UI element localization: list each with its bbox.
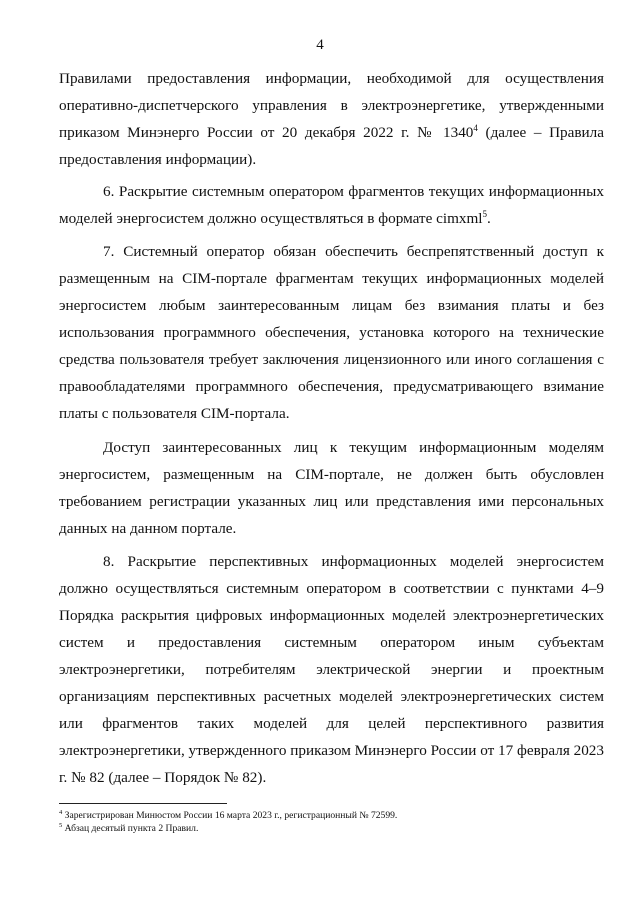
paragraph-text: . bbox=[487, 209, 491, 227]
footnote-text: Зарегистрирован Минюстом России 16 марта 2023 г., регистрационный № 72599. bbox=[62, 810, 398, 821]
footnotes bbox=[59, 809, 604, 835]
footnote-mark: 5 bbox=[59, 821, 63, 829]
paragraph-6 bbox=[59, 179, 604, 233]
footnote-ref-5: 5 bbox=[482, 208, 488, 219]
footnote-4 bbox=[59, 809, 604, 822]
paragraph-continuation bbox=[59, 66, 604, 174]
paragraph-text: Правилами предоставления информации, необходимой для осуществления оперативно-диспетчерского управления в электроэнергетике, утвержденными приказом Минэнерго России от 20 декабря 2022 г. № 1340 bbox=[59, 70, 604, 141]
paragraph-text: 6. Раскрытие системным оператором фрагментов текущих информационных моделей энергосистем должно осуществляться в формате cimxml bbox=[59, 182, 604, 227]
page-number: 4 bbox=[316, 37, 324, 53]
footnote-ref-4: 4 bbox=[473, 122, 478, 133]
paragraph-7: 7. Системный оператор обязан обеспечить беспрепятственный доступ к размещенным на CIM-портале фрагментам текущих информационных моделей энергосистем любым заинтересованным лицам без взимания платы и без использования программного обеспечения, установка которого на технические средства пользователя требует заключения лицензионного или иного соглашения с правообладателями программного обеспечения, предусматривающего взимание платы с пользователя CIM-портала. bbox=[59, 243, 604, 422]
document-body bbox=[59, 66, 604, 792]
paragraph-text: (далее – Правила предоставления информации). bbox=[59, 123, 604, 168]
footnote-text: Абзац десятый пункта 2 Правил. bbox=[62, 823, 199, 834]
paragraph-7-access: Доступ заинтересованных лиц к текущим информационным моделям энергосистем, размещенным на CIM-портале, не должен быть обусловлен требованием регистрации указанных лиц или представления ими персональных данных на данном портале. bbox=[59, 438, 604, 537]
footnote-mark: 4 bbox=[59, 808, 63, 816]
footnote-5 bbox=[59, 822, 604, 835]
footnote-separator bbox=[59, 803, 227, 804]
paragraph-8: 8. Раскрытие перспективных информационных моделей энергосистем должно осуществляться системным оператором в соответствии с пунктами 4–9 Порядка раскрытия цифровых информационных моделей электроэнергетических систем и предоставления системным оператором иным субъектам электроэнергетики, потребителям электрической энергии и проектным организациям перспективных расчетных моделей электроэнергетических систем или фрагментов таких моделей для целей перспективного развития электроэнергетики, утвержденного приказом Минэнерго России от 17 февраля 2023 г. № 82 (далее – Порядок № 82). bbox=[59, 553, 604, 786]
